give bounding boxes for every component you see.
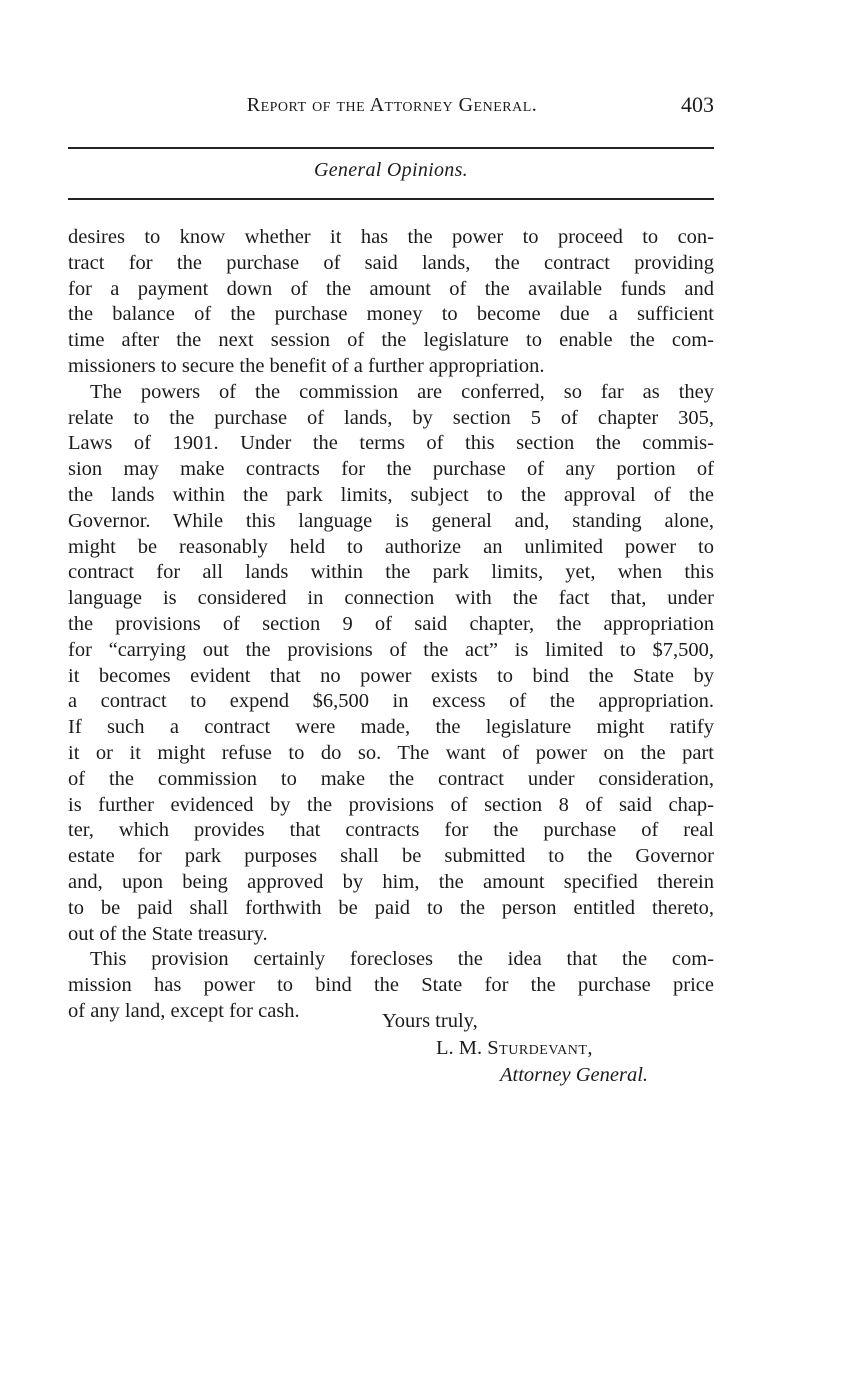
text-line: the provisions of section 9 of said chapter, the appropriation xyxy=(68,612,714,635)
section-heading: General Opinions. xyxy=(314,159,468,181)
text-line: it becomes evident that no power exists to bind the State by xyxy=(68,664,714,687)
signer-surname: Sturdevant, xyxy=(487,1037,594,1059)
text-line: tract for the purchase of said lands, the contract providing xyxy=(68,251,714,274)
signer-name xyxy=(436,1037,593,1060)
paragraph xyxy=(68,380,714,948)
salutation: Yours truly, xyxy=(382,1010,478,1032)
text-line: This provision certainly forecloses the idea that the com- xyxy=(90,948,714,971)
running-head xyxy=(68,94,716,122)
text-line: for a payment down of the amount of the available funds and xyxy=(68,277,714,300)
text-line: to be paid shall forthwith be paid to the person entitled thereto, xyxy=(68,896,714,919)
signer-title: Attorney General. xyxy=(500,1064,649,1086)
body-text xyxy=(68,225,714,1025)
text-line: of the commission to make the contract under consideration, xyxy=(68,767,714,790)
text-line: If such a contract were made, the legislature might ratify xyxy=(68,716,714,739)
running-title: Report of the Attorney General. xyxy=(246,94,538,116)
text-line: mission has power to bind the State for the purchase price xyxy=(68,974,714,997)
signer-initials: L. M. xyxy=(436,1037,483,1059)
text-line: desires to know whether it has the power to proceed to con- xyxy=(68,226,714,248)
text-line: out of the State treasury. xyxy=(68,922,268,945)
paragraph xyxy=(68,225,714,380)
text-line: and, upon being approved by him, the amount specified therein xyxy=(68,870,714,893)
text-line: might be reasonably held to authorize an unlimited power to xyxy=(68,535,714,558)
text-line: it or it might refuse to do so. The want of power on the part xyxy=(68,741,714,764)
text-line: relate to the purchase of lands, by section 5 of chapter 305, xyxy=(68,406,714,429)
text-line: estate for park purposes shall be submitted to the Governor xyxy=(68,845,714,868)
text-line: for “carrying out the provisions of the act” is limited to $7,500, xyxy=(68,638,714,661)
text-line: language is considered in connection with the fact that, under xyxy=(68,587,714,610)
page-number: 403 xyxy=(681,92,714,117)
header-rule-top xyxy=(68,147,714,149)
text-line: Laws of 1901. Under the terms of this section the commis- xyxy=(68,432,714,455)
text-line: The powers of the commission are conferred, so far as they xyxy=(90,380,714,403)
text-line: the lands within the park limits, subject to the approval of the xyxy=(68,483,714,506)
text-line: sion may make contracts for the purchase of any portion of xyxy=(68,458,714,481)
text-line: missioners to secure the benefit of a further appropriation. xyxy=(68,354,545,377)
text-line: ter, which provides that contracts for the purchase of real xyxy=(68,819,714,842)
text-line: of any land, except for cash. xyxy=(68,999,300,1022)
text-line: is further evidenced by the provisions of section 8 of said chap- xyxy=(68,793,714,816)
text-line: the balance of the purchase money to become due a sufficient xyxy=(68,303,714,326)
text-line: Governor. While this language is general and, standing alone, xyxy=(68,509,714,532)
text-line: contract for all lands within the park limits, yet, when this xyxy=(68,561,714,584)
text-line: a contract to expend $6,500 in excess of the appropriation. xyxy=(68,690,714,713)
header-rule-bottom xyxy=(68,198,714,200)
text-line: time after the next session of the legislature to enable the com- xyxy=(68,329,714,352)
